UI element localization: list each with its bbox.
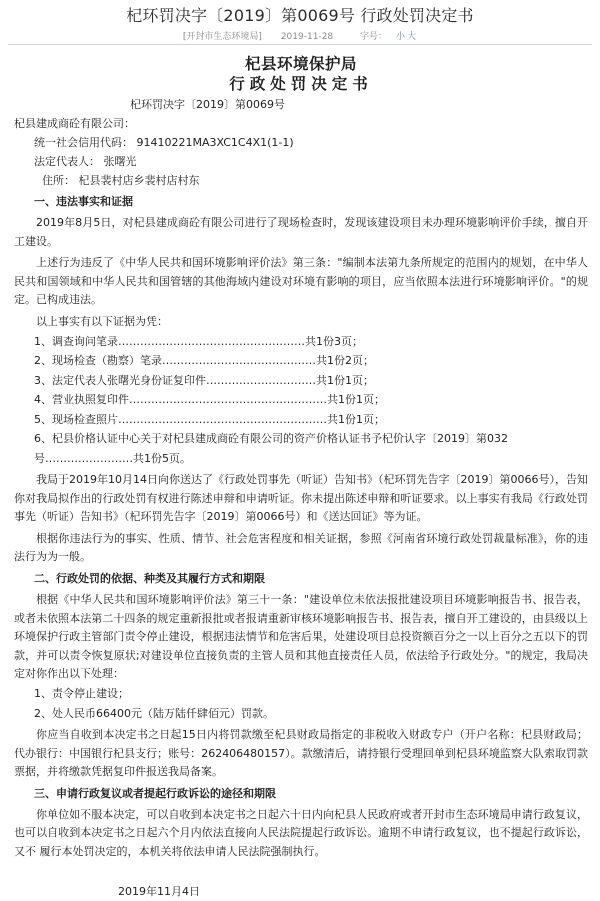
document-body xyxy=(14,52,588,901)
paragraph-appeal: 你单位如不服本决定，可以自收到本决定书之日起六十日内向杞县人民政府或者开封市生态环境局申请行政复议，也可以自收到本决定书之日起六个月内依法直接向人民法院提起行政诉讼。逾期不申请行政复议，也不提起行政诉讼，又不 履行本处罚决定的，本机关将依法申请人民法院强制执行。 xyxy=(14,807,588,858)
paragraph-payment: 你应当自收到本决定书之日起15日内将罚款缴至杞县财政局指定的非税收入财政专户（开户名称：杞县财政局；代办银行：中国银行杞县支行；账号：262406480157）。款缴清后，请持银行受理回单到杞县环境监察大队索取罚款票据，并将缴款凭据复印件报送我局备案。 xyxy=(14,728,588,779)
issuing-organization: 杞县环境保护局 xyxy=(244,55,357,73)
paragraph-legal-basis: 根据《中华人民共和国环境影响评价法》第三十一条："建设单位未依法报批建设项目环境影响报告书、报告表，或者未依照本法第二十四条的规定重新报批或者报请重新审核环境影响报告书、报告表，擅自开工建设的，由县级以上环境保护行政主管部门责令停止建设，根据违法情节和危害后果，处建设项目总投资额百分之一以上百分之五以下的罚款，并可以责令恢复原状;对建设单位直接负责的主管人员和其他直接责任人员，依法给予行政处分。"的规定，我局决定对你作出以下处理： xyxy=(14,593,588,681)
penalty-item: 1、责令停止建设； xyxy=(34,687,129,700)
evidence-item: 4、营业执照复印件………………………………………………共1份1页； xyxy=(34,393,385,407)
font-size-control: 字号： 小 大 xyxy=(360,32,417,42)
paragraph-notice: 我局于2019年10月14日向你送达了《行政处罚事先（听证）告知书》（杞环罚先告字〔2019〕第0066号），告知你对我局拟作出的行政处罚有权进行陈述申辩和申请听证。你未提出陈述申辩和听证要求。以上事实有我局《行政处罚事先（听证）告知书》（杞环罚先告字〔2019〕第0066号）和《送达回证》等为证。 xyxy=(14,473,588,524)
penalty-item: 2、处人民币66400元（陆万陆仟肆佰元）罚款。 xyxy=(34,706,274,720)
party-address: 住所： 杞县裴村店乡裴村店村东 xyxy=(42,174,200,187)
font-small-button[interactable]: 小 xyxy=(396,32,406,42)
evidence-item: 2、现场检查（勘察）笔录……………………………………共1份2页； xyxy=(34,354,374,368)
document-title: 行政处罚决定书 xyxy=(229,75,373,93)
header-divider xyxy=(8,44,592,45)
evidence-item: 1、调查询问笔录……………………………………………共1份3页； xyxy=(34,334,363,348)
section-heading-appeal: 三、申请行政复议或者提起行政诉讼的途径和期限 xyxy=(34,786,276,800)
document-date: 2019年11月4日 xyxy=(118,884,200,898)
party-name: 杞县建成商砼有限公司： xyxy=(14,117,135,130)
publish-date: 2019-11-28 xyxy=(280,32,334,42)
credit-code: 统一社会信用代码： 91410221MA3XC1C4X1(1-1) xyxy=(34,136,294,149)
legal-representative: 法定代表人： 张曙光 xyxy=(34,155,137,168)
paragraph-inspection: 2019年8月5日，对杞县建成商砼有限公司进行了现场检查时，发现该建设项目未办理环境影响评价手续，擅自开工建设。 xyxy=(14,216,588,248)
evidence-item: 6、杞县价格认证中心关于对杞县建成商砼有限公司的资产价格认证书予杞价认字〔2019〕第032号……………………共1份5页。 xyxy=(34,432,508,465)
article-meta xyxy=(0,29,600,42)
section-heading-facts: 一、违法事实和证据 xyxy=(34,195,133,208)
paragraph-violation: 上述行为违反了《中华人民共和国环境影响评价法》第三条："编制本法第九条所规定的范围内的规划，在中华人民共和国领域和中华人民共和国管辖的其他海域内建设对环境有影响的项目，应当依照本法进行环境影响评价。"的规定。已构成违法。 xyxy=(14,256,588,307)
document-number: 杞环罚决字〔2019〕第0069号 xyxy=(130,98,285,111)
page-title: 杞环罚决字〔2019〕第0069号 行政处罚决定书 xyxy=(126,6,474,25)
font-large-button[interactable]: 大 xyxy=(407,32,417,42)
evidence-item: 3、法定代表人张曙光身份证复印件…………………………共1份1页； xyxy=(34,373,374,387)
evidence-item: 5、现场检查照片…………………………………………………共1份1页； xyxy=(34,412,385,426)
source-label[interactable]: [开封市生态环境局] xyxy=(182,32,262,42)
paragraph-evidence-intro: 以上事实有以下证据为凭： xyxy=(36,314,168,328)
section-heading-penalty: 二、行政处罚的依据、种类及其履行方式和期限 xyxy=(34,572,265,586)
paragraph-assessment: 根据你违法行为的事实、性质、情节、社会危害程度和相关证据，参照《河南省环境行政处罚裁量标准》，你的违法行为为一般。 xyxy=(14,531,588,564)
